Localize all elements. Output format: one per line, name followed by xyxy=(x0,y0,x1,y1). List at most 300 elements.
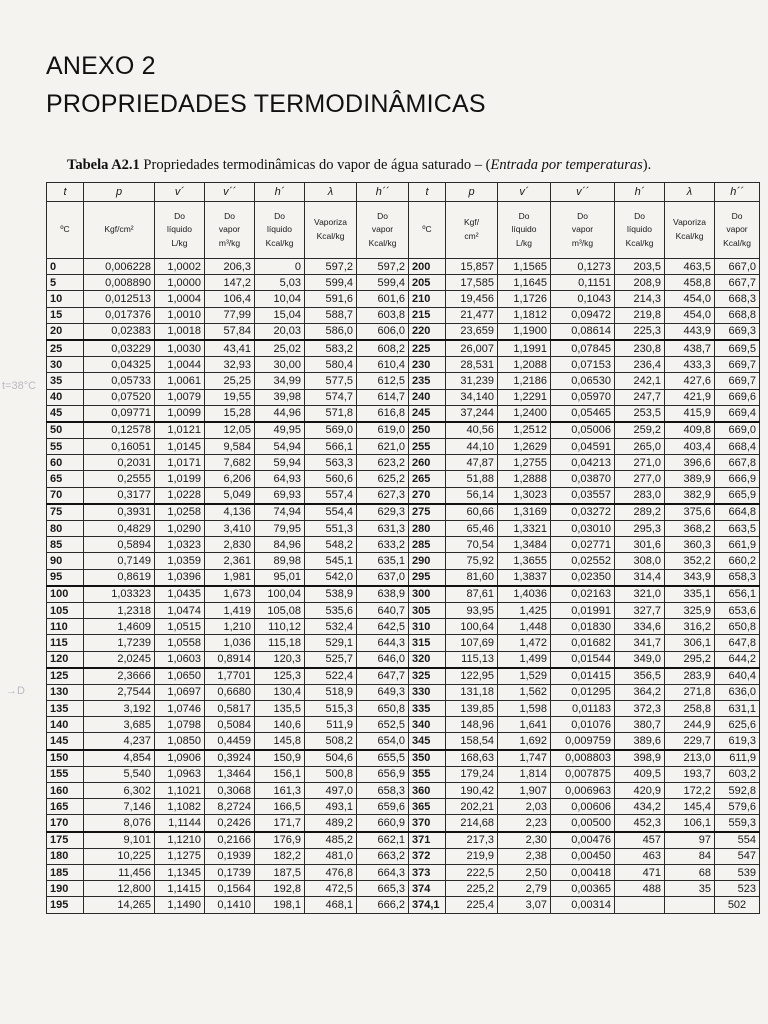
value-cell: 30,00 xyxy=(255,357,305,373)
value-cell: 8,2724 xyxy=(205,799,255,815)
column-description-line: L/kg xyxy=(515,237,533,248)
value-cell: 0,05970 xyxy=(551,389,615,405)
value-cell: 100,04 xyxy=(255,586,305,603)
value-cell: 586,0 xyxy=(305,323,357,340)
value-cell: 225,3 xyxy=(615,323,665,340)
value-cell: 635,1 xyxy=(357,553,409,569)
value-cell: 669,6 xyxy=(715,389,760,405)
value-cell: 11,456 xyxy=(84,864,155,880)
section-title: PROPRIEDADES TERMODINÂMICAS xyxy=(46,90,486,118)
value-cell: 1,4609 xyxy=(84,619,155,635)
column-description-line: vapor xyxy=(726,224,748,235)
value-cell: 1,0650 xyxy=(155,668,205,685)
temperature-cell: 180 xyxy=(47,848,84,864)
value-cell: 666,9 xyxy=(715,471,760,487)
value-cell: 10,225 xyxy=(84,848,155,864)
value-cell: 619,0 xyxy=(357,422,409,439)
value-cell: 84 xyxy=(665,848,715,864)
caption-end: ). xyxy=(642,157,652,173)
value-cell: 508,2 xyxy=(305,733,357,750)
value-cell: 0,00450 xyxy=(551,848,615,864)
value-cell: 1,1900 xyxy=(498,323,551,340)
value-cell: 472,5 xyxy=(305,881,357,897)
value-cell: 1,3321 xyxy=(498,521,551,537)
value-cell: 554,4 xyxy=(305,504,357,521)
temperature-cell: 40 xyxy=(47,389,84,405)
value-cell: 0,01682 xyxy=(551,635,615,651)
table-row xyxy=(47,602,760,618)
value-cell: 0,00476 xyxy=(551,832,615,849)
value-cell: 0,006963 xyxy=(551,783,615,799)
table-row xyxy=(47,357,760,373)
column-symbol: v´´ xyxy=(205,183,255,202)
value-cell: 500,8 xyxy=(305,766,357,782)
temperature-cell: 215 xyxy=(409,307,446,323)
value-cell: 539 xyxy=(715,864,760,880)
value-cell: 603,2 xyxy=(715,766,760,782)
value-cell: 633,2 xyxy=(357,537,409,553)
value-cell: 1,425 xyxy=(498,602,551,618)
value-cell: 229,7 xyxy=(665,733,715,750)
value-cell: 1,2291 xyxy=(498,389,551,405)
column-description-line: líquido xyxy=(511,224,537,235)
temperature-cell: 300 xyxy=(409,586,446,603)
temperature-cell: 285 xyxy=(409,537,446,553)
column-description-line: ºC xyxy=(422,224,432,235)
value-cell: 335,1 xyxy=(665,586,715,603)
temperature-cell: 225 xyxy=(409,340,446,357)
column-description-line: vapor xyxy=(571,224,594,235)
value-cell: 468,1 xyxy=(305,897,357,913)
value-cell: 583,2 xyxy=(305,340,357,357)
value-cell: 148,96 xyxy=(446,717,498,733)
value-cell: 1,814 xyxy=(498,766,551,782)
value-cell: 667,7 xyxy=(715,275,760,291)
value-cell: 454,0 xyxy=(665,291,715,307)
value-cell: 247,7 xyxy=(615,389,665,405)
temperature-cell: 70 xyxy=(47,487,84,504)
value-cell: 525,7 xyxy=(305,651,357,668)
column-description-line: líquido xyxy=(626,224,653,235)
value-cell: 145,8 xyxy=(255,733,305,750)
value-cell: 0,1939 xyxy=(205,848,255,864)
value-cell: 222,5 xyxy=(446,864,498,880)
value-cell: 669,5 xyxy=(715,340,760,357)
column-description-line: Do xyxy=(634,210,645,221)
column-description xyxy=(47,202,84,259)
value-cell: 105,08 xyxy=(255,602,305,618)
value-cell: 504,6 xyxy=(305,750,357,767)
value-cell: 1,598 xyxy=(498,701,551,717)
temperature-cell: 125 xyxy=(47,668,84,685)
value-cell: 1,0228 xyxy=(155,487,205,504)
value-cell: 0,3931 xyxy=(84,504,155,521)
value-cell: 122,95 xyxy=(446,668,498,685)
temperature-cell: 50 xyxy=(47,422,84,439)
value-cell: 26,007 xyxy=(446,340,498,357)
value-cell: 47,87 xyxy=(446,455,498,471)
table-row xyxy=(47,864,760,880)
table-row xyxy=(47,275,760,291)
value-cell: 0,5817 xyxy=(205,701,255,717)
value-cell: 3,07 xyxy=(498,897,551,913)
value-cell: 1,1645 xyxy=(498,275,551,291)
value-cell: 8,076 xyxy=(84,815,155,832)
value-cell: 314,4 xyxy=(615,569,665,586)
value-cell: 667,8 xyxy=(715,455,760,471)
caption-italic: Entrada por temperaturas xyxy=(490,157,643,173)
value-cell: 372,3 xyxy=(615,701,665,717)
temperature-cell: 350 xyxy=(409,750,446,767)
column-symbol: h´ xyxy=(255,183,305,202)
temperature-cell: 100 xyxy=(47,586,84,603)
value-cell: 1,0359 xyxy=(155,553,205,569)
value-cell: 658,3 xyxy=(357,783,409,799)
value-cell: 2,30 xyxy=(498,832,551,849)
value-cell: 0,3068 xyxy=(205,783,255,799)
value-cell: 214,68 xyxy=(446,815,498,832)
temperature-cell: 371 xyxy=(409,832,446,849)
temperature-cell: 160 xyxy=(47,783,84,799)
value-cell: 1,472 xyxy=(498,635,551,651)
column-description xyxy=(205,202,255,259)
temperature-cell: 105 xyxy=(47,602,84,618)
value-cell: 666,2 xyxy=(357,897,409,913)
temperature-cell: 310 xyxy=(409,619,446,635)
value-cell: 327,7 xyxy=(615,602,665,618)
value-cell: 1,1210 xyxy=(155,832,205,849)
temperature-cell: 290 xyxy=(409,553,446,569)
value-cell: 559,3 xyxy=(715,815,760,832)
temperature-cell: 45 xyxy=(47,405,84,422)
value-cell: 640,7 xyxy=(357,602,409,618)
value-cell: 0,07153 xyxy=(551,357,615,373)
value-cell: 1,210 xyxy=(205,619,255,635)
temperature-cell: 120 xyxy=(47,651,84,668)
value-cell: 68 xyxy=(665,864,715,880)
temperature-cell: 190 xyxy=(47,881,84,897)
value-cell: 225,4 xyxy=(446,897,498,913)
value-cell: 1,3464 xyxy=(205,766,255,782)
value-cell: 606,0 xyxy=(357,323,409,340)
temperature-cell: 135 xyxy=(47,701,84,717)
temperature-cell: 165 xyxy=(47,799,84,815)
column-description xyxy=(155,202,205,259)
value-cell: 663,2 xyxy=(357,848,409,864)
value-cell: 1,03323 xyxy=(84,586,155,603)
column-description-line: Do xyxy=(518,210,530,221)
value-cell: 662,1 xyxy=(357,832,409,849)
temperature-cell: 360 xyxy=(409,783,446,799)
value-cell: 343,9 xyxy=(665,569,715,586)
value-cell: 0,4829 xyxy=(84,521,155,537)
value-cell: 654,0 xyxy=(357,733,409,750)
value-cell: 316,2 xyxy=(665,619,715,635)
value-cell: 382,9 xyxy=(665,487,715,504)
value-cell: 0,2031 xyxy=(84,455,155,471)
value-cell: 150,9 xyxy=(255,750,305,767)
table-row xyxy=(47,521,760,537)
value-cell: 5,049 xyxy=(205,487,255,504)
value-cell: 219,8 xyxy=(615,307,665,323)
value-cell: 0,01830 xyxy=(551,619,615,635)
table-row xyxy=(47,897,760,913)
value-cell: 236,4 xyxy=(615,357,665,373)
value-cell: 1,1490 xyxy=(155,897,205,913)
column-description-line: Kcal/kg xyxy=(625,237,654,248)
value-cell: 669,3 xyxy=(715,323,760,340)
value-cell: 1,3837 xyxy=(498,569,551,586)
description-header-row xyxy=(47,202,760,259)
value-cell: 642,5 xyxy=(357,619,409,635)
value-cell: 611,9 xyxy=(715,750,760,767)
value-cell: 187,5 xyxy=(255,864,305,880)
temperature-cell: 30 xyxy=(47,357,84,373)
value-cell: 0,5894 xyxy=(84,537,155,553)
temperature-cell: 110 xyxy=(47,619,84,635)
column-description-line: Do xyxy=(224,210,235,221)
value-cell: 532,4 xyxy=(305,619,357,635)
column-symbol: p xyxy=(446,183,498,202)
symbol-header-row xyxy=(47,183,760,202)
value-cell: 3,410 xyxy=(205,521,255,537)
value-cell: 625,6 xyxy=(715,717,760,733)
value-cell: 545,1 xyxy=(305,553,357,569)
value-cell: 64,93 xyxy=(255,471,305,487)
value-cell: 4,136 xyxy=(205,504,255,521)
value-cell: 0,7149 xyxy=(84,553,155,569)
table-row xyxy=(47,553,760,569)
value-cell: 39,98 xyxy=(255,389,305,405)
temperature-cell: 295 xyxy=(409,569,446,586)
value-cell: 301,6 xyxy=(615,537,665,553)
value-cell: 0,05006 xyxy=(551,422,615,439)
column-description-line: Do xyxy=(731,210,743,221)
column-description-line: Vaporiza xyxy=(673,217,706,228)
value-cell: 0,02771 xyxy=(551,537,615,553)
value-cell: 0,02163 xyxy=(551,586,615,603)
value-cell: 1,1275 xyxy=(155,848,205,864)
value-cell: 1,673 xyxy=(205,586,255,603)
value-cell: 610,4 xyxy=(357,357,409,373)
value-cell: 0,00418 xyxy=(551,864,615,880)
value-cell: 25,25 xyxy=(205,373,255,389)
value-cell: 644,2 xyxy=(715,651,760,668)
value-cell: 0,03010 xyxy=(551,521,615,537)
temperature-cell: 115 xyxy=(47,635,84,651)
value-cell: 580,4 xyxy=(305,357,357,373)
value-cell: 20,03 xyxy=(255,323,305,340)
value-cell: 0,04325 xyxy=(84,357,155,373)
value-cell: 1,0079 xyxy=(155,389,205,405)
value-cell: 37,244 xyxy=(446,405,498,422)
table-row xyxy=(47,422,760,439)
value-cell: 538,9 xyxy=(305,586,357,603)
value-cell: 6,302 xyxy=(84,783,155,799)
value-cell: 1,0850 xyxy=(155,733,205,750)
value-cell: 612,5 xyxy=(357,373,409,389)
column-symbol: λ xyxy=(305,183,357,202)
steam-properties-table xyxy=(46,182,760,914)
value-cell: 1,0435 xyxy=(155,586,205,603)
value-cell: 522,4 xyxy=(305,668,357,685)
value-cell: 3,685 xyxy=(84,717,155,733)
value-cell: 1,7701 xyxy=(205,668,255,685)
value-cell: 10,04 xyxy=(255,291,305,307)
temperature-cell: 25 xyxy=(47,340,84,357)
value-cell: 352,2 xyxy=(665,553,715,569)
value-cell: 182,2 xyxy=(255,848,305,864)
value-cell xyxy=(665,897,715,913)
temperature-cell: 145 xyxy=(47,733,84,750)
temperature-cell: 270 xyxy=(409,487,446,504)
value-cell: 1,1082 xyxy=(155,799,205,815)
value-cell: 349,0 xyxy=(615,651,665,668)
margin-note-temperature: t=38°C xyxy=(2,380,37,392)
value-cell: 1,0558 xyxy=(155,635,205,651)
table-body xyxy=(47,259,760,914)
temperature-cell: 365 xyxy=(409,799,446,815)
value-cell: 669,7 xyxy=(715,373,760,389)
value-cell: 592,8 xyxy=(715,783,760,799)
column-symbol: t xyxy=(47,183,84,202)
value-cell: 79,95 xyxy=(255,521,305,537)
value-cell: 100,64 xyxy=(446,619,498,635)
column-description xyxy=(446,202,498,259)
value-cell: 656,9 xyxy=(357,766,409,782)
value-cell: 1,1021 xyxy=(155,783,205,799)
column-description xyxy=(665,202,715,259)
value-cell: 283,9 xyxy=(665,668,715,685)
value-cell: 0,01183 xyxy=(551,701,615,717)
value-cell: 1,1144 xyxy=(155,815,205,832)
value-cell: 660,2 xyxy=(715,553,760,569)
value-cell: 0,16051 xyxy=(84,439,155,455)
table-caption xyxy=(67,157,651,174)
table-row xyxy=(47,717,760,733)
table-row xyxy=(47,455,760,471)
temperature-cell: 315 xyxy=(409,635,446,651)
value-cell: 0,3177 xyxy=(84,487,155,504)
value-cell: 106,1 xyxy=(665,815,715,832)
column-description-line: líquido xyxy=(166,224,193,235)
column-description-line: L/kg xyxy=(171,237,188,248)
table-row xyxy=(47,259,760,275)
value-cell: 140,6 xyxy=(255,717,305,733)
value-cell: 574,7 xyxy=(305,389,357,405)
value-cell: 1,0145 xyxy=(155,439,205,455)
value-cell: 548,2 xyxy=(305,537,357,553)
temperature-cell: 250 xyxy=(409,422,446,439)
table-row xyxy=(47,651,760,668)
value-cell: 663,5 xyxy=(715,521,760,537)
temperature-cell: 230 xyxy=(409,357,446,373)
value-cell: 421,9 xyxy=(665,389,715,405)
value-cell: 14,265 xyxy=(84,897,155,913)
value-cell: 1,0061 xyxy=(155,373,205,389)
value-cell: 59,94 xyxy=(255,455,305,471)
value-cell: 0,09472 xyxy=(551,307,615,323)
value-cell: 43,41 xyxy=(205,340,255,357)
value-cell: 368,2 xyxy=(665,521,715,537)
temperature-cell: 373 xyxy=(409,864,446,880)
temperature-cell: 220 xyxy=(409,323,446,340)
value-cell: 19,55 xyxy=(205,389,255,405)
value-cell: 271,8 xyxy=(665,684,715,700)
value-cell: 396,6 xyxy=(665,455,715,471)
value-cell: 77,99 xyxy=(205,307,255,323)
table-row xyxy=(47,471,760,487)
value-cell: 599,4 xyxy=(305,275,357,291)
column-symbol: p xyxy=(84,183,155,202)
value-cell: 493,1 xyxy=(305,799,357,815)
value-cell: 577,5 xyxy=(305,373,357,389)
value-cell: 375,6 xyxy=(665,504,715,521)
value-cell: 341,7 xyxy=(615,635,665,651)
value-cell: 135,5 xyxy=(255,701,305,717)
value-cell: 3,192 xyxy=(84,701,155,717)
value-cell: 653,6 xyxy=(715,602,760,618)
value-cell: 0,00314 xyxy=(551,897,615,913)
value-cell: 637,0 xyxy=(357,569,409,586)
value-cell: 2,03 xyxy=(498,799,551,815)
value-cell: 0,006228 xyxy=(84,259,155,275)
table-row xyxy=(47,848,760,864)
value-cell: 560,6 xyxy=(305,471,357,487)
value-cell: 7,146 xyxy=(84,799,155,815)
value-cell: 1,1812 xyxy=(498,307,551,323)
value-cell: 0,02383 xyxy=(84,323,155,340)
value-cell: 115,18 xyxy=(255,635,305,651)
value-cell: 1,2400 xyxy=(498,405,551,422)
value-cell: 638,9 xyxy=(357,586,409,603)
column-description-line: m³/kg xyxy=(571,237,594,248)
value-cell: 131,18 xyxy=(446,684,498,700)
value-cell: 1,419 xyxy=(205,602,255,618)
value-cell: 0,05465 xyxy=(551,405,615,422)
value-cell: 0,1043 xyxy=(551,291,615,307)
value-cell: 19,456 xyxy=(446,291,498,307)
value-cell: 5,03 xyxy=(255,275,305,291)
table-row xyxy=(47,586,760,603)
value-cell: 669,4 xyxy=(715,405,760,422)
value-cell: 0,4459 xyxy=(205,733,255,750)
value-cell: 563,3 xyxy=(305,455,357,471)
value-cell: 0,1273 xyxy=(551,259,615,275)
value-cell: 571,8 xyxy=(305,405,357,422)
value-cell: 542,0 xyxy=(305,569,357,586)
table-row xyxy=(47,323,760,340)
value-cell: 1,981 xyxy=(205,569,255,586)
value-cell: 54,94 xyxy=(255,439,305,455)
value-cell: 0,00500 xyxy=(551,815,615,832)
value-cell: 0,008890 xyxy=(84,275,155,291)
table-row xyxy=(47,291,760,307)
table-row xyxy=(47,373,760,389)
value-cell: 1,1565 xyxy=(498,259,551,275)
value-cell: 0,007875 xyxy=(551,766,615,782)
table-row xyxy=(47,405,760,422)
temperature-cell: 170 xyxy=(47,815,84,832)
value-cell: 198,1 xyxy=(255,897,305,913)
table-row xyxy=(47,439,760,455)
value-cell: 166,5 xyxy=(255,799,305,815)
value-cell: 457 xyxy=(615,832,665,849)
value-cell: 608,2 xyxy=(357,340,409,357)
value-cell: 1,1345 xyxy=(155,864,205,880)
value-cell: 74,94 xyxy=(255,504,305,521)
value-cell: 1,1991 xyxy=(498,340,551,357)
